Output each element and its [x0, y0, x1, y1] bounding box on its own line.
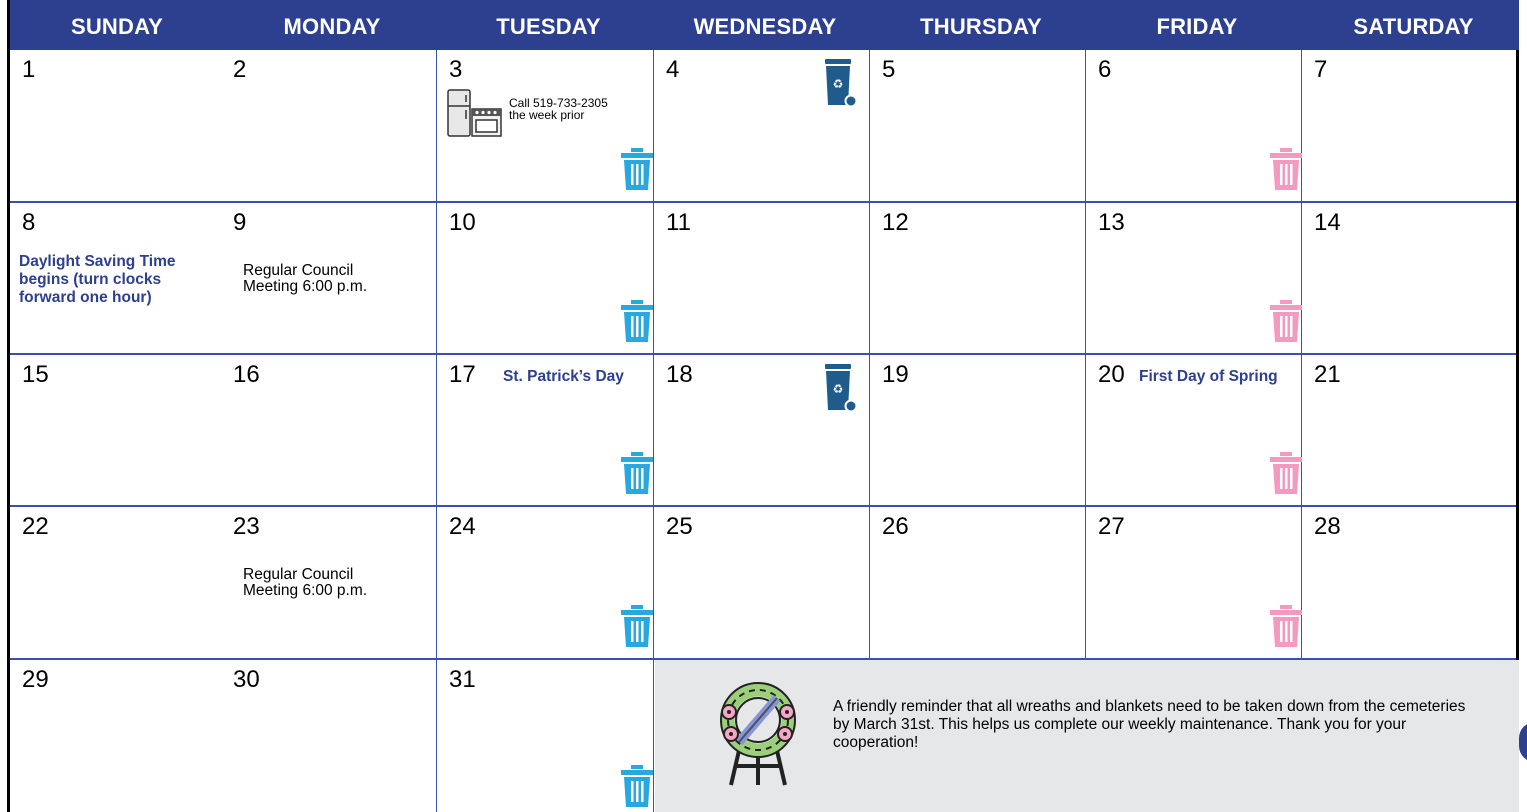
day-cell[interactable]: [654, 203, 870, 355]
day-cell[interactable]: [654, 507, 870, 660]
day-number: 16: [233, 361, 260, 388]
day-number: 11: [666, 209, 691, 236]
day-number: 1: [22, 56, 36, 83]
day-cell[interactable]: [221, 50, 437, 203]
day-cell[interactable]: [1302, 507, 1516, 660]
yard-waste-bin-icon: [1270, 605, 1302, 647]
day-number: 27: [1098, 513, 1125, 540]
st-patricks-event: St. Patrick’s Day: [503, 368, 624, 385]
day-cell[interactable]: [437, 203, 654, 355]
day-number: 3: [449, 56, 463, 83]
day-cell[interactable]: [1086, 50, 1302, 203]
calendar: [7, 0, 1519, 812]
recycling-cart-icon: [825, 364, 859, 412]
svg-text:♻: ♻: [832, 382, 844, 396]
first-day-of-spring-event: First Day of Spring: [1139, 368, 1278, 385]
day-number: 2: [233, 56, 247, 83]
day-number: 18: [666, 361, 693, 388]
day-number: 28: [1314, 513, 1341, 540]
wreath-icon: [715, 682, 801, 786]
day-cell[interactable]: [10, 355, 224, 507]
weekday-header: [7, 0, 1519, 50]
day-number: 26: [882, 513, 909, 540]
day-number: 24: [449, 513, 476, 540]
day-number: 17: [449, 361, 476, 388]
day-cell[interactable]: [221, 355, 437, 507]
yard-waste-bin-icon: [1270, 452, 1302, 494]
council-meeting-event: Regular Council Meeting 6:00 p.m.: [243, 566, 368, 599]
day-number: 6: [1098, 56, 1112, 83]
day-cell[interactable]: [221, 660, 437, 812]
day-number: 8: [22, 209, 36, 236]
council-meeting-event: Regular Council Meeting 6:00 p.m.: [243, 262, 368, 295]
day-number: 29: [22, 666, 49, 693]
day-cell[interactable]: [437, 50, 654, 203]
day-number: 30: [233, 666, 260, 693]
day-number: 31: [449, 666, 476, 693]
recycling-cart-icon: [825, 59, 859, 107]
day-cell[interactable]: [870, 50, 1086, 203]
yard-waste-bin-icon: [1270, 148, 1302, 190]
svg-text:♻: ♻: [832, 77, 844, 91]
weekday-monday: MONDAY: [283, 14, 381, 39]
dst-event: Daylight Saving Time begins (turn clocks forward one hour): [19, 253, 176, 306]
day-cell[interactable]: [10, 50, 224, 203]
day-cell[interactable]: [1086, 355, 1302, 507]
day-number: 5: [882, 56, 896, 83]
weekday-sunday: SUNDAY: [70, 14, 164, 39]
page-tab-marker: [1519, 722, 1527, 762]
weekday-tuesday: TUESDAY: [496, 14, 601, 39]
day-cell[interactable]: [1086, 507, 1302, 660]
day-cell[interactable]: [437, 355, 654, 507]
day-cell[interactable]: [870, 507, 1086, 660]
weekday-thursday: THURSDAY: [920, 14, 1042, 39]
cemetery-reminder-text: A friendly reminder that all wreaths and blankets need to be taken down from the cemeteries by March 31st. This helps us complete our weekly maintenance. Thank you for your cooperation!: [833, 698, 1466, 751]
weekday-friday: FRIDAY: [1156, 14, 1238, 39]
day-cell[interactable]: [221, 507, 437, 660]
day-number: 20: [1098, 361, 1125, 388]
garbage-bin-icon: [621, 148, 653, 190]
garbage-bin-icon: [621, 452, 653, 494]
appliance-pickup-icon: [447, 89, 503, 137]
day-cell[interactable]: [1302, 203, 1516, 355]
day-number: 12: [882, 209, 909, 236]
month-grid: [7, 50, 1519, 812]
day-number: 4: [666, 56, 680, 83]
day-cell[interactable]: [654, 355, 870, 507]
day-number: 15: [22, 361, 49, 388]
day-cell[interactable]: [870, 203, 1086, 355]
day-number: 21: [1314, 361, 1341, 388]
cemetery-reminder-box: [655, 660, 1519, 812]
day-number: 22: [22, 513, 49, 540]
day-cell[interactable]: [10, 660, 224, 812]
day-cell[interactable]: [1086, 203, 1302, 355]
appliance-call-line1: Call 519-733-2305: [509, 96, 608, 110]
yard-waste-bin-icon: [1270, 300, 1302, 342]
day-number: 13: [1098, 209, 1125, 236]
day-cell[interactable]: [437, 507, 654, 660]
garbage-bin-icon: [621, 605, 653, 647]
day-cell[interactable]: [1302, 50, 1516, 203]
day-number: 9: [233, 209, 247, 236]
day-cell[interactable]: [10, 203, 224, 355]
weekday-wednesday: WEDNESDAY: [693, 14, 837, 39]
day-cell[interactable]: [1302, 355, 1516, 507]
day-number: 19: [882, 361, 909, 388]
day-number: 10: [449, 209, 476, 236]
day-cell[interactable]: [10, 507, 224, 660]
day-cell[interactable]: [870, 355, 1086, 507]
weekday-saturday: SATURDAY: [1353, 14, 1474, 39]
garbage-bin-icon: [621, 300, 653, 342]
day-cell[interactable]: [654, 50, 870, 203]
appliance-call-line2: the week prior: [509, 108, 585, 122]
day-number: 25: [666, 513, 693, 540]
garbage-bin-icon: [621, 765, 653, 807]
day-number: 23: [233, 513, 260, 540]
day-cell[interactable]: [437, 660, 654, 812]
day-number: 14: [1314, 209, 1341, 236]
day-number: 7: [1314, 56, 1328, 83]
day-cell[interactable]: [221, 203, 437, 355]
